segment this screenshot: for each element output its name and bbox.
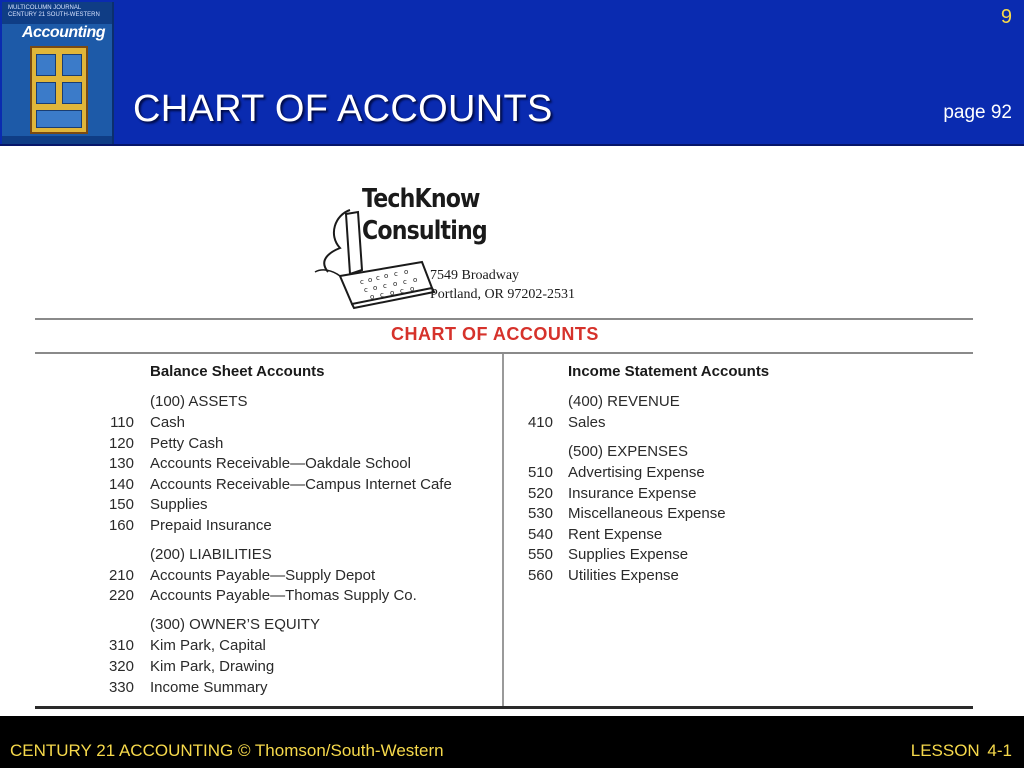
book-cover-image [2, 2, 114, 144]
svg-text:c: c [360, 278, 364, 286]
account-name: Kim Park, Drawing [150, 658, 275, 675]
expenses-header: (500) EXPENSES [568, 443, 689, 460]
account-name: Cash [150, 414, 186, 431]
svg-text:c: c [364, 286, 368, 294]
svg-text:c: c [376, 274, 380, 282]
company-name-line2: Consulting [362, 216, 487, 246]
svg-text:o: o [404, 268, 409, 276]
account-name: Supplies [150, 496, 208, 513]
account-number: 120 [108, 435, 134, 452]
svg-text:o: o [384, 272, 389, 280]
slide-number: 9 [1000, 6, 1012, 28]
svg-text:o: o [370, 293, 375, 301]
svg-text:c: c [383, 282, 387, 290]
column-divider [502, 354, 504, 706]
equity-header: (300) OWNER’S EQUITY [150, 616, 321, 633]
account-name: Prepaid Insurance [150, 517, 272, 534]
svg-text:c: c [403, 278, 407, 286]
account-name: Accounts Payable—Supply Depot [150, 567, 376, 584]
account-number: 530 [527, 505, 553, 522]
account-name: Petty Cash [150, 435, 224, 452]
footer-copyright: CENTURY 21 ACCOUNTING © Thomson/South-Western [10, 741, 444, 760]
page-reference: page 92 [943, 102, 1012, 123]
table-bottom-rule [35, 706, 973, 709]
slide-title: CHART OF ACCOUNTS [133, 88, 553, 130]
account-number: 320 [108, 658, 134, 675]
account-number: 130 [108, 455, 134, 472]
liabilities-header: (200) LIABILITIES [150, 546, 272, 563]
account-name: Sales [568, 414, 606, 431]
balance-sheet-heading: Balance Sheet Accounts [150, 363, 325, 380]
table-title: CHART OF ACCOUNTS [391, 324, 599, 344]
account-number: 210 [108, 567, 134, 584]
account-number: 220 [108, 587, 134, 604]
revenue-header: (400) REVENUE [568, 393, 680, 410]
table-header-rule [35, 352, 973, 354]
book-cover-line2: CENTURY 21 SOUTH-WESTERN [8, 12, 100, 18]
account-name: Accounts Receivable—Oakdale School [150, 455, 411, 472]
book-cover-footer [2, 136, 114, 144]
account-name: Insurance Expense [568, 485, 697, 502]
svg-text:c: c [394, 270, 398, 278]
account-name: Rent Expense [568, 526, 663, 543]
svg-text:o: o [373, 284, 378, 292]
account-number: 510 [527, 464, 553, 481]
company-address-line1: 7549 Broadway [430, 268, 520, 283]
table-top-rule [35, 318, 973, 320]
account-number: 310 [108, 637, 134, 654]
svg-text:c: c [380, 291, 384, 299]
slide-header [0, 0, 1024, 146]
account-number: 110 [110, 414, 134, 431]
account-name: Utilities Expense [568, 567, 679, 584]
book-cover-line1: MULTICOLUMN JOURNAL [8, 5, 82, 11]
account-name: Supplies Expense [568, 546, 689, 563]
account-number: 540 [527, 526, 553, 543]
svg-text:o: o [413, 276, 418, 284]
account-name: Accounts Payable—Thomas Supply Co. [150, 587, 417, 604]
account-number: 560 [527, 567, 553, 584]
company-name-line1: TechKnow [362, 184, 480, 214]
account-number: 410 [527, 414, 553, 431]
svg-text:o: o [390, 289, 395, 297]
account-number: 160 [108, 517, 134, 534]
book-cover-art [30, 46, 88, 134]
company-address-line2: Portland, OR 97202-2531 [430, 287, 576, 302]
svg-text:c: c [400, 287, 404, 295]
account-number: 330 [108, 679, 134, 696]
assets-header: (100) ASSETS [150, 393, 248, 410]
svg-text:o: o [410, 285, 415, 293]
account-name: Income Summary [150, 679, 268, 696]
account-name: Kim Park, Capital [150, 637, 266, 654]
footer-lesson: LESSON 4-1 [910, 741, 1012, 760]
account-number: 520 [527, 485, 553, 502]
account-number: 140 [108, 476, 134, 493]
svg-text:o: o [368, 276, 373, 284]
book-cover-title: Accounting [22, 24, 105, 41]
svg-text:o: o [393, 280, 398, 288]
account-name: Miscellaneous Expense [568, 505, 726, 522]
account-number: 550 [527, 546, 553, 563]
account-name: Accounts Receivable—Campus Internet Cafe [150, 476, 452, 493]
income-statement-heading: Income Statement Accounts [568, 363, 770, 380]
account-number: 150 [108, 496, 134, 513]
account-name: Advertising Expense [568, 464, 705, 481]
